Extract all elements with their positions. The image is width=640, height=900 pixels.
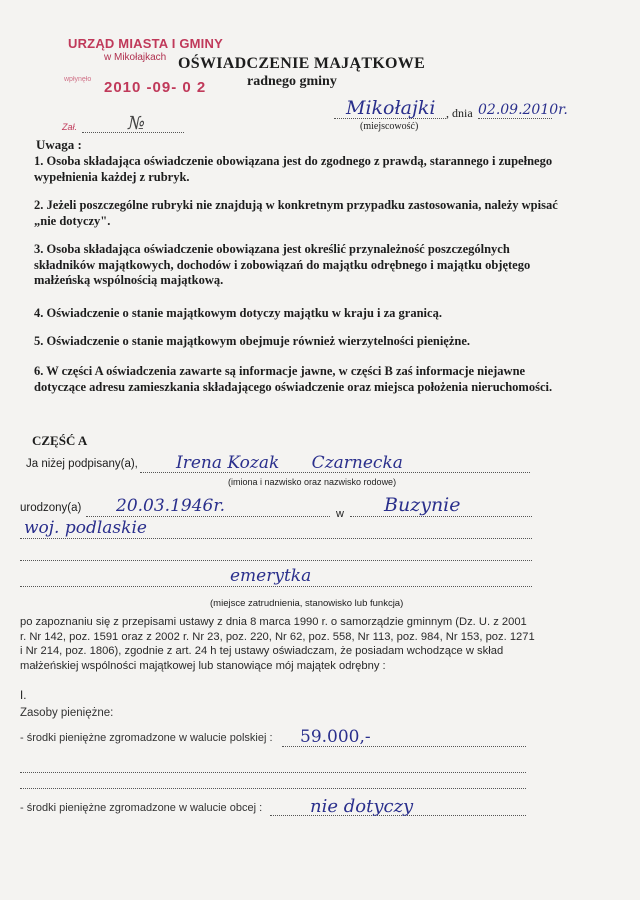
signed-label: Ja niżej podpisany(a), — [26, 458, 138, 470]
foreign-label: - środki pieniężne zgromadzone w walucie obcej : — [20, 802, 263, 814]
foreign-value: nie dotyczy — [310, 796, 414, 817]
note-item-2: 2. Jeżeli poszczególne rubryki nie znajdują w konkretnym przypadku zastosowania, należy wpisać „nie dotyczy". — [34, 198, 558, 228]
document-title: OŚWIADCZENIE MAJĄTKOWE — [178, 55, 426, 72]
occupation-line — [20, 586, 532, 587]
stamp-attachment-label: Zał. — [62, 122, 78, 132]
notes-heading: Uwaga : — [36, 137, 82, 152]
statement-text: po zapoznaniu się z przepisami ustawy z dnia 8 marca 1990 r. o samorządzie gminnym (Dz. U. z 2001 r. Nr 142, poz. 1591 oraz z 2002 r. Nr 23, poz. 220, Nr 62, poz. 558, Nr 113, poz. 984, Nr 153, poz. 1271 i Nr 214, poz. 1806), zgodnie z art. 24 h tej ustawy oświadczam, że posiadam wchodzące w skład małżeńskiej wspólności majątkowej lub stanowiące mój majątek odrębny : — [20, 616, 535, 672]
attachment-mark: № — [128, 113, 146, 134]
blank-line-3 — [20, 788, 526, 789]
stamp-received-label: wpłynęło — [64, 76, 92, 83]
born-date: 20.03.1946r. — [116, 496, 225, 516]
date-prefix: , dnia — [446, 106, 473, 120]
stamp-office: URZĄD MIASTA I GMINY — [68, 36, 223, 51]
place-value: Mikołajki — [346, 97, 436, 119]
note-item-3: 3. Osoba składająca oświadczenie obowiązana jest określić przynależność poszczególnych składników majątkowych, dochodów i zobowiązań do majątku odrębnego i majątku objętego małżeńską wspólnością majątkową. — [34, 242, 531, 287]
name-value: Irena Kozak Czarnecka — [176, 453, 403, 473]
section-i-title: Zasoby pieniężne: — [20, 707, 114, 719]
note-item-5: 5. Oświadczenie o stanie majątkowym obejmuje również wierzytelności pieniężne. — [34, 334, 471, 348]
stamp-location: w Mikołajkach — [104, 52, 167, 63]
born-label: urodzony(a) — [20, 502, 82, 514]
occupation-caption: (miejsce zatrudnienia, stanowisko lub funkcja) — [210, 598, 404, 609]
name-caption: (imiona i nazwisko oraz nazwisko rodowe) — [228, 477, 397, 487]
born-place: Buzynie — [384, 494, 461, 516]
province-line — [20, 538, 532, 539]
occupation-value: emerytka — [230, 566, 312, 586]
pln-label: - środki pieniężne zgromadzone w walucie polskiej : — [20, 732, 273, 744]
section-i-numeral: I. — [20, 690, 27, 702]
born-in-label: w — [336, 508, 344, 520]
note-item-6: 6. W części A oświadczenia zawarte są informacje jawne, w części B zaś informacje niejawne dotyczące adresu zamieszkania składającego oświadczenie oraz miejsca położenia nieruchomości. — [34, 364, 553, 394]
born-date-line — [86, 516, 330, 517]
blank-line-1 — [20, 560, 532, 561]
province-value: woj. podlaskie — [24, 518, 147, 538]
place-caption: (miejscowość) — [360, 121, 419, 132]
pln-value: 59.000,- — [300, 727, 371, 747]
document-subtitle: radnego gminy — [247, 74, 337, 89]
blank-line-2 — [20, 772, 526, 773]
date-value: 02.09.2010r. — [478, 102, 568, 118]
stamp-date: 2010 -09- 0 2 — [104, 79, 207, 96]
note-item-1: 1. Osoba składająca oświadczenie obowiązana jest do zgodnego z prawdą, starannego i zupełnego wypełnienia każdej z rubryk. — [34, 154, 553, 184]
date-line — [478, 118, 552, 119]
born-place-line — [350, 516, 532, 517]
note-item-4: 4. Oświadczenie o stanie majątkowym dotyczy majątku w kraju i za granicą. — [34, 306, 442, 320]
part-a-heading: CZĘŚĆ A — [32, 433, 88, 448]
